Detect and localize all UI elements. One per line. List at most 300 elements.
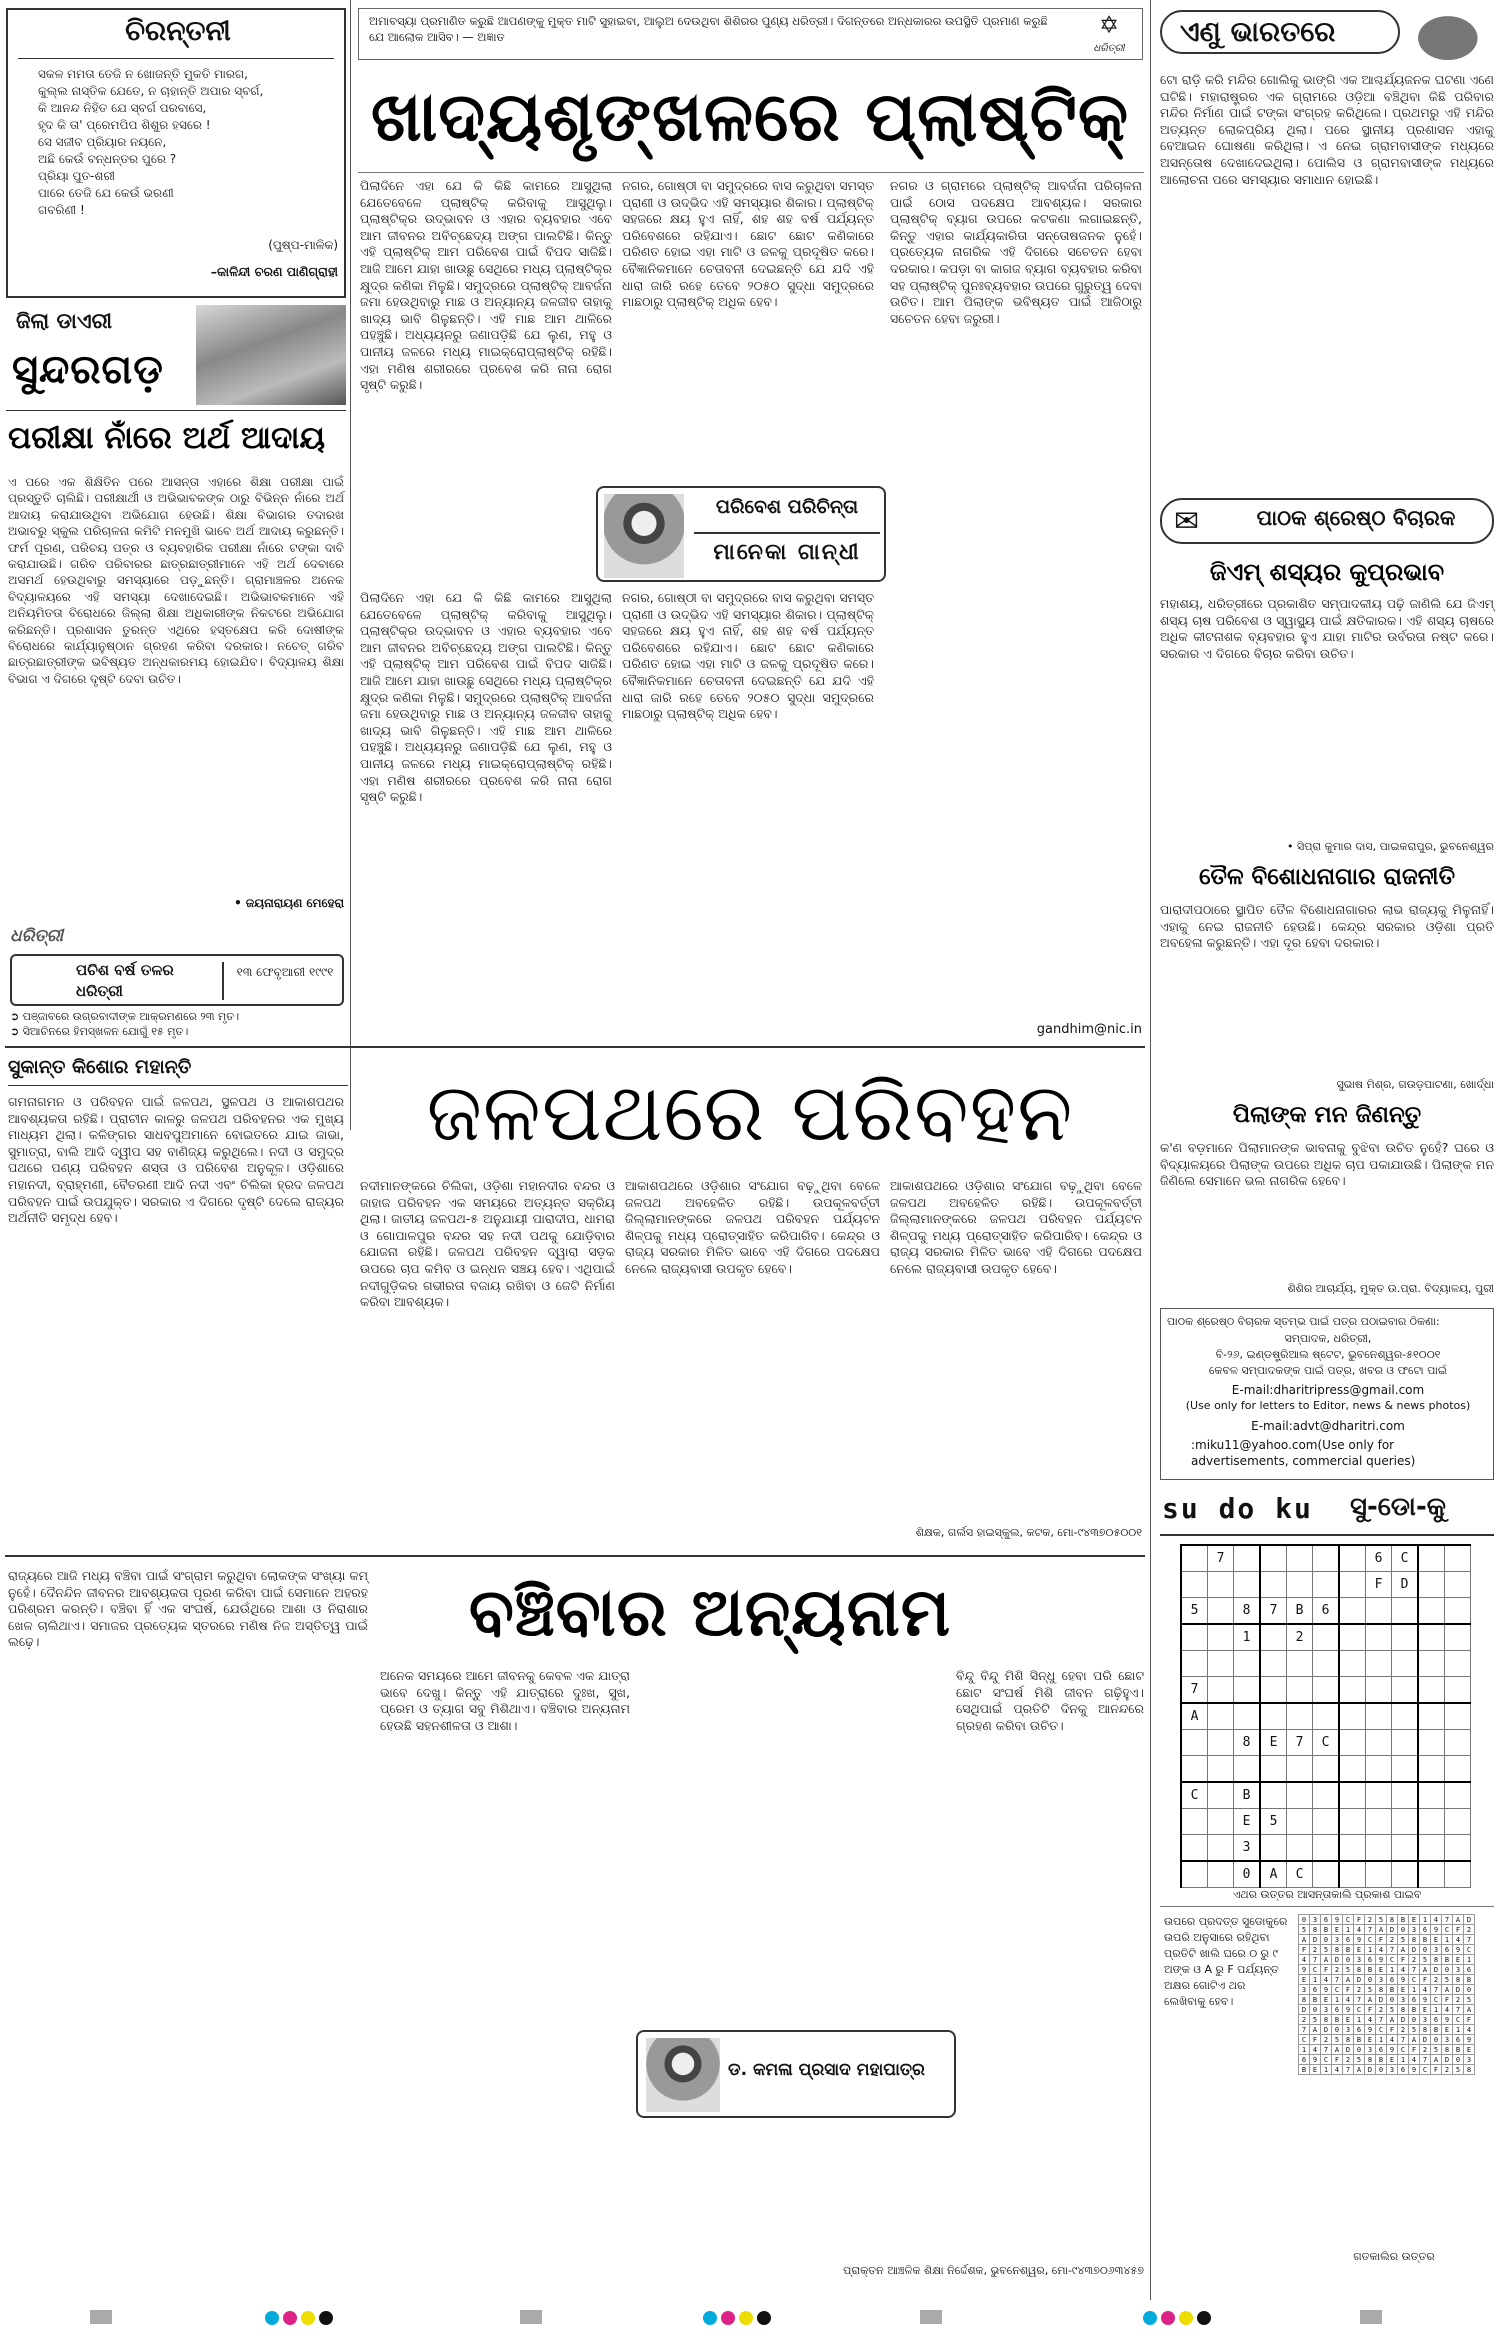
middle-byline-name: ସୁକାନ୍ତ କିଶୋର ମହାନ୍ତି <box>8 1056 348 1086</box>
sudoku-cell[interactable] <box>1287 1756 1313 1783</box>
sudoku-cell[interactable]: 7 <box>1260 1598 1287 1625</box>
answer-cell: 7 <box>1376 2015 1387 2025</box>
sudoku-cell[interactable] <box>1418 1703 1445 1730</box>
answer-cell: 6 <box>1332 2005 1343 2015</box>
sudoku-cell[interactable] <box>1260 1624 1287 1651</box>
sudoku-cell[interactable] <box>1181 1624 1208 1651</box>
sudoku-cell[interactable]: F <box>1366 1572 1392 1598</box>
sudoku-cell[interactable] <box>1339 1730 1366 1756</box>
answer-cell: B <box>1387 1985 1398 1995</box>
sudoku-cell[interactable]: 6 <box>1313 1598 1340 1625</box>
sudoku-cell[interactable] <box>1234 1651 1261 1677</box>
sudoku-cell[interactable] <box>1445 1624 1471 1651</box>
answer-cell: 5 <box>1354 2055 1365 2065</box>
answer-cell: 5 <box>1464 1995 1475 2005</box>
sudoku-title-latin: su do ku <box>1162 1492 1313 1525</box>
sudoku-cell[interactable] <box>1366 1809 1392 1835</box>
answer-cell: 3 <box>1321 2005 1332 2015</box>
answer-cell: D <box>1431 1965 1442 1975</box>
sudoku-cell[interactable] <box>1418 1782 1445 1809</box>
answer-cell: 1 <box>1442 1935 1453 1945</box>
sudoku-cell[interactable] <box>1260 1703 1287 1730</box>
answer-cell: C <box>1442 1925 1453 1935</box>
answer-cell: 1 <box>1387 1965 1398 1975</box>
sudoku-cell[interactable] <box>1313 1624 1340 1651</box>
answer-cell: C <box>1409 1975 1420 1985</box>
sudoku-cell[interactable] <box>1287 1782 1313 1809</box>
reader-title-box <box>1160 498 1494 544</box>
sudoku-cell[interactable]: E <box>1234 1809 1261 1835</box>
answer-cell: D <box>1409 1945 1420 1955</box>
sudoku-cell[interactable] <box>1392 1835 1419 1862</box>
sudoku-cell[interactable]: A <box>1260 1861 1287 1888</box>
answer-cell: 3 <box>1299 1985 1310 1995</box>
yellow-dot <box>739 2311 753 2325</box>
sudoku-cell[interactable] <box>1418 1598 1445 1625</box>
answer-cell: 4 <box>1321 1975 1332 1985</box>
sudoku-cell[interactable] <box>1287 1677 1313 1704</box>
sudoku-cell[interactable] <box>1234 1545 1261 1572</box>
sudoku-cell[interactable]: 5 <box>1260 1809 1287 1835</box>
sudoku-cell[interactable] <box>1208 1677 1234 1704</box>
letter-body: କ'ଣ ବଡ଼ମାନେ ପିଲାମାନଙ୍କ ଭାବନାକୁ ବୁଝିବା ଉଚିତ ନୁହେଁ? ଘରେ ଓ ବିଦ୍ୟାଳୟରେ ପିଲାଙ୍କ ଉପରେ ଅଧିକ ଚାପ ପକାଯାଉଛି। ପିଲାଙ୍କ ମନ ଜିଣିଲେ ସେମାନେ ଭଲ ନାଗରିକ ହେବେ। <box>1160 1140 1498 1189</box>
registration-bar <box>520 2310 542 2324</box>
answer-cell: 0 <box>1354 2045 1365 2055</box>
letter-sign: ସୁଭାଷ ମିଶ୍ର, ଗଉଡ଼ପାଟଣା, ଖୋର୍ଦ୍ଧା <box>1336 1078 1494 1091</box>
sudoku-cell[interactable] <box>1287 1809 1313 1835</box>
answer-cell: F <box>1365 2005 1376 2015</box>
answer-cell: D <box>1321 2025 1332 2035</box>
dharitri-past-title: ପଚିଶ ବର୍ଷ ତଳର ଧରିତ୍ରୀ <box>76 961 174 1000</box>
main-story-col2: ନଗର, ଗୋଷ୍ଠୀ ବା ସମୁଦ୍ରରେ ବାସ କରୁଥିବା ସମସ୍ତ ପ୍ରାଣୀ ଓ ଉଦ୍ଭିଦ ଏହି ସମସ୍ୟାର ଶିକାର। ପ୍ଲାଷ୍ଟିକ୍ ସହଜରେ କ୍ଷୟ ହୁଏ ନାହିଁ, ଶହ ଶହ ବର୍ଷ ପର୍ଯ୍ୟନ୍ତ ପରିବେଶରେ ରହିଯାଏ। ଛୋଟ ଛୋଟ କଣିକାରେ ପରିଣତ ହୋଇ ଏହା ମାଟି ଓ ଜଳକୁ ପ୍ରଦୂଷିତ କରେ। ବୈଜ୍ଞାନିକମାନେ ଚେତାବନୀ ଦେଇଛନ୍ତି ଯେ ଯଦି ଏହି ଧାରା ଜାରି ରହେ ତେବେ ୨୦୫୦ ସୁଦ୍ଧା ସମୁଦ୍ରରେ ମାଛଠାରୁ ପ୍ଲାଷ୍ଟିକ୍ ଅଧିକ ହେବ। <box>622 178 878 310</box>
answer-cell: 5 <box>1343 1965 1354 1975</box>
answer-cell: 9 <box>1321 1985 1332 1995</box>
sudoku-cell[interactable] <box>1445 1782 1471 1809</box>
sudoku-cell[interactable]: A <box>1181 1703 1208 1730</box>
cyan-dot <box>1143 2311 1157 2325</box>
answer-cell: C <box>1420 2065 1431 2075</box>
sudoku-cell[interactable] <box>1445 1598 1471 1625</box>
sudoku-cell[interactable] <box>1181 1861 1208 1888</box>
sudoku-cell[interactable]: E <box>1260 1730 1287 1756</box>
sudoku-cell[interactable] <box>1181 1545 1208 1572</box>
answer-cell: 4 <box>1420 1985 1431 1995</box>
middle-story-title: ଜଳପଥରେ ପରିବହନ <box>426 1066 1074 1159</box>
answer-cell: 7 <box>1409 1965 1420 1975</box>
sudoku-cell[interactable] <box>1392 1703 1419 1730</box>
sudoku-cell[interactable]: 8 <box>1234 1730 1261 1756</box>
masthead-star-icon: ✡ <box>1098 11 1120 39</box>
sudoku-cell[interactable] <box>1418 1730 1445 1756</box>
sudoku-cell[interactable]: 5 <box>1181 1598 1208 1625</box>
answer-cell: 7 <box>1310 1955 1321 1965</box>
sudoku-cell[interactable] <box>1181 1572 1208 1598</box>
sudoku-cell[interactable]: 3 <box>1234 1835 1261 1862</box>
main-story-email[interactable]: gandhim@nic.in <box>1036 1022 1142 1037</box>
answer-cell: A <box>1365 1995 1376 2005</box>
sudoku-cell[interactable] <box>1260 1782 1287 1809</box>
sudoku-cell[interactable] <box>1392 1809 1419 1835</box>
answer-cell: C <box>1431 1995 1442 2005</box>
answer-cell: 2 <box>1420 2045 1431 2055</box>
sudoku-cell[interactable] <box>1208 1624 1234 1651</box>
answer-cell: F <box>1321 1965 1332 1975</box>
sudoku-cell[interactable]: 8 <box>1234 1598 1261 1625</box>
main-story-col1-cont: ପିଲାଦିନେ ଏହା ଯେ କି କିଛି କାମରେ ଆସୁଥିଲା ଯେତେବେଳେ ପ୍ଲାଷ୍ଟିକ୍ କରିବାକୁ ଆସୁଥିଲୁ। ପ୍ଲାଷ୍ଟିକ୍ର ଉଦ୍ଭାବନ ଓ ଏହାର ବ୍ୟବହାର ଏବେ ଆମ ଜୀବନର ଅବିଚ୍ଛେଦ୍ୟ ଅଙ୍ଗ ପାଲଟିଛି। କିନ୍ତୁ ଏହି ପ୍ଲାଷ୍ଟିକ୍ ଆମ ପରିବେଶ ପାଇଁ ବିପଦ ସାଜିଛି। ଆଜି ଆମେ ଯାହା ଖାଉଛୁ ସେଥିରେ ମଧ୍ୟ ପ୍ଲାଷ୍ଟିକ୍ର କ୍ଷୁଦ୍ର କଣିକା ମିଳୁଛି। ସମୁଦ୍ରରେ ପ୍ଲାଷ୍ଟିକ୍ ଆବର୍ଜନା ଜମା ହେଉଥିବାରୁ ମାଛ ଓ ଅନ୍ୟାନ୍ୟ ଜଳଜୀବ ତାହାକୁ ଖାଦ୍ୟ ଭାବି ଗିଳୁଛନ୍ତି। ଏହି ମାଛ ଆମ ଥାଳିରେ ପହଞ୍ଚୁଛି। ଅଧ୍ୟୟନରୁ ଜଣାପଡ଼ିଛି ଯେ ଲୁଣ, ମହୁ ଓ ପାନୀୟ ଜଳରେ ମଧ୍ୟ ମାଇକ୍ରୋପ୍ଲାଷ୍ଟିକ୍ ରହିଛି। ଏହା ମଣିଷ ଶରୀରରେ ପ୍ରବେଶ କରି ନାନା ରୋଗ ସୃଷ୍ଟି କରୁଛି। <box>360 590 616 805</box>
answer-cell: E <box>1365 2035 1376 2045</box>
answer-cell: 5 <box>1453 2065 1464 2075</box>
answer-cell: 3 <box>1376 1975 1387 1985</box>
sudoku-cell[interactable] <box>1445 1835 1471 1862</box>
sudoku-cell[interactable] <box>1208 1809 1234 1835</box>
answer-cell: F <box>1310 2035 1321 2045</box>
answer-cell: 9 <box>1409 2065 1420 2075</box>
black-dot <box>319 2311 333 2325</box>
answer-cell: 8 <box>1398 2005 1409 2015</box>
answer-cell: D <box>1464 1915 1475 1925</box>
sudoku-cell[interactable] <box>1260 1756 1287 1783</box>
answer-cell: 4 <box>1431 1915 1442 1925</box>
answer-cell: 5 <box>1332 2035 1343 2045</box>
answer-cell: E <box>1354 1945 1365 1955</box>
sudoku-cell[interactable] <box>1339 1809 1366 1835</box>
sudoku-cell[interactable] <box>1392 1861 1419 1888</box>
sudoku-cell[interactable] <box>1366 1598 1392 1625</box>
dharitri-past-box <box>6 926 346 1042</box>
masthead-logo: ଧରିତ୍ରୀ <box>1093 43 1125 54</box>
letter-sign: ଶିଶିର ଆଚାର୍ଯ୍ୟ, ମୁକ୍ତ ଉ.ପ୍ରା. ବିଦ୍ୟାଳୟ, ପୁରୀ <box>1287 1282 1494 1295</box>
sudoku-cell[interactable]: 7 <box>1208 1545 1234 1572</box>
sudoku-cell[interactable] <box>1181 1730 1208 1756</box>
sudoku-cell[interactable]: C <box>1392 1545 1419 1572</box>
answer-cell: 8 <box>1464 2065 1475 2075</box>
middle-story-col4: ଆକାଶପଥରେ ଓଡ଼ିଶାର ସଂଯୋଗ ବଢ଼ୁଥିବା ବେଳେ ଜଳପଥ ଅବହେଳିତ ରହିଛି। ଉପକୂଳବର୍ତ୍ତୀ ଜିଲ୍ଲାମାନଙ୍କରେ ଜଳପଥ ପରିବହନ ପର୍ଯ୍ୟଟନ ଶିଳ୍ପକୁ ମଧ୍ୟ ପ୍ରୋତ୍ସାହିତ କରିପାରିବ। କେନ୍ଦ୍ର ଓ ରାଜ୍ୟ ସରକାର ମିଳିତ ଭାବେ ଏହି ଦିଗରେ ପଦକ୍ଷେପ ନେଲେ ରାଜ୍ୟବାସୀ ଉପକୃତ ହେବେ। <box>890 1178 1146 1276</box>
answer-cell: A <box>1310 2025 1321 2035</box>
sudoku-cell[interactable] <box>1392 1651 1419 1677</box>
answer-cell: 9 <box>1299 1965 1310 1975</box>
sudoku-cell[interactable] <box>1418 1835 1445 1862</box>
answer-cell: 3 <box>1431 1945 1442 1955</box>
chirantani-source: (ପୁଷ୍ପ-ମାଳିକ) <box>268 238 338 252</box>
answer-cell: 7 <box>1299 2025 1310 2035</box>
sudoku-cell[interactable] <box>1366 1730 1392 1756</box>
answer-cell: F <box>1464 2015 1475 2025</box>
sudoku-cell[interactable]: 6 <box>1366 1545 1392 1572</box>
sudoku-cell[interactable] <box>1339 1572 1366 1598</box>
sudoku-cell[interactable] <box>1313 1756 1340 1783</box>
answer-cell: C <box>1365 1935 1376 1945</box>
sudoku-cell[interactable] <box>1445 1651 1471 1677</box>
answer-cell: 1 <box>1354 2015 1365 2025</box>
sudoku-cell[interactable] <box>1313 1835 1340 1862</box>
sudoku-cell[interactable]: C <box>1181 1782 1208 1809</box>
answer-cell: 9 <box>1365 2025 1376 2035</box>
answer-cell: 1 <box>1332 1995 1343 2005</box>
sudoku-cell[interactable] <box>1181 1835 1208 1862</box>
answer-cell: 8 <box>1387 1915 1398 1925</box>
sudoku-cell[interactable] <box>1181 1809 1208 1835</box>
sudoku-cell[interactable] <box>1445 1756 1471 1783</box>
sudoku-cell[interactable] <box>1366 1782 1392 1809</box>
answer-cell: F <box>1343 1985 1354 1995</box>
columnist-photo <box>604 494 684 578</box>
answer-cell: 6 <box>1310 1985 1321 1995</box>
answer-cell: 6 <box>1387 1975 1398 1985</box>
sudoku-cell[interactable] <box>1418 1809 1445 1835</box>
answer-cell: 7 <box>1365 1925 1376 1935</box>
answer-cell: 0 <box>1365 1975 1376 1985</box>
answer-cell: C <box>1299 2035 1310 2045</box>
sudoku-cell[interactable] <box>1392 1782 1419 1809</box>
sudoku-cell[interactable] <box>1339 1835 1366 1862</box>
answer-cell: 3 <box>1310 1915 1321 1925</box>
answer-cell: D <box>1398 2015 1409 2025</box>
sudoku-cell[interactable] <box>1392 1598 1419 1625</box>
sudoku-cell[interactable] <box>1208 1598 1234 1625</box>
answer-cell: A <box>1299 1935 1310 1945</box>
sudoku-cell[interactable] <box>1287 1651 1313 1677</box>
yellow-dot <box>1179 2311 1193 2325</box>
answer-cell: E <box>1409 1915 1420 1925</box>
answer-cell: 0 <box>1420 1945 1431 1955</box>
contact-email-commercial[interactable]: :miku11@yahoo.com(Use only for advertisements, commercial queries) <box>1191 1438 1416 1468</box>
sudoku-cell[interactable] <box>1208 1861 1234 1888</box>
contact-email-advt[interactable]: E-mail:advt@dharitri.com <box>1251 1419 1405 1433</box>
sudoku-cell[interactable] <box>1418 1651 1445 1677</box>
sudoku-cell[interactable]: 7 <box>1181 1677 1208 1704</box>
sudoku-cell[interactable] <box>1313 1677 1340 1704</box>
sudoku-cell[interactable] <box>1445 1809 1471 1835</box>
sudoku-cell[interactable] <box>1260 1835 1287 1862</box>
sudoku-cell[interactable]: 1 <box>1234 1624 1261 1651</box>
sudoku-cell[interactable] <box>1366 1624 1392 1651</box>
answer-cell: 4 <box>1299 1955 1310 1965</box>
sudoku-cell[interactable] <box>1392 1730 1419 1756</box>
sudoku-cell[interactable] <box>1445 1677 1471 1704</box>
answer-cell: F <box>1409 2045 1420 2055</box>
answer-cell: 3 <box>1442 2035 1453 2045</box>
sudoku-cell[interactable] <box>1339 1677 1366 1704</box>
sudoku-cell[interactable] <box>1313 1651 1340 1677</box>
sudoku-cell[interactable] <box>1287 1545 1313 1572</box>
sudoku-cell[interactable] <box>1418 1545 1445 1572</box>
magenta-dot <box>1161 2311 1175 2325</box>
answer-cell: 1 <box>1464 1955 1475 1965</box>
sudoku-cell[interactable] <box>1287 1835 1313 1862</box>
answer-cell: 4 <box>1332 2065 1343 2075</box>
sudoku-cell[interactable] <box>1260 1677 1287 1704</box>
middle-story-col1: ଗମନାଗମନ ଓ ପରିବହନ ପାଇଁ ଜଳପଥ, ସ୍ଥଳପଥ ଓ ଆକାଶପଥର ଆବଶ୍ୟକତା ରହିଛି। ପ୍ରାଚୀନ କାଳରୁ ଜଳପଥ ପରିବହନର ଏକ ମୁଖ୍ୟ ମାଧ୍ୟମ ଥିଲା। କଳିଙ୍ଗର ସାଧବପୁଅମାନେ ବୋଇତରେ ଯାଇ ଜାଭା, ସୁମାତ୍ରା, ବାଲି ଆଦି ଦ୍ୱୀପ ସହ ବାଣିଜ୍ୟ କରୁଥିଲେ। ନଦୀ ଓ ସମୁଦ୍ର ପଥରେ ପଣ୍ୟ ପରିବହନ ଶସ୍ତା ଓ ପରିବେଶ ଅନୁକୂଳ। ଓଡ଼ିଶାରେ ମହାନଦୀ, ବ୍ରାହ୍ମଣୀ, ବୈତରଣୀ ଆଦି ନଦୀ ଏବଂ ଚିଲିକା ହ୍ରଦ ଜଳପଥ ପରିବହନ ପାଇଁ ଉପଯୁକ୍ତ। ସରକାର ଏ ଦିଗରେ ଦୃଷ୍ଟି ଦେଲେ ରାଜ୍ୟର ଅର୍ଥନୀତି ସମୃଦ୍ଧ ହେବ। <box>8 1094 348 1226</box>
answer-cell: E <box>1376 1965 1387 1975</box>
answer-cell: E <box>1431 1935 1442 1945</box>
answer-cell: C <box>1398 2045 1409 2055</box>
sudoku-cell[interactable] <box>1366 1835 1392 1862</box>
sudoku-cell[interactable] <box>1366 1703 1392 1730</box>
sudoku-cell[interactable] <box>1339 1756 1366 1783</box>
answer-cell: E <box>1299 1975 1310 1985</box>
sudoku-cell[interactable] <box>1234 1677 1261 1704</box>
answer-cell: 0 <box>1409 2015 1420 2025</box>
answer-cell: A <box>1354 2065 1365 2075</box>
answer-cell: F <box>1387 2025 1398 2035</box>
sudoku-cell[interactable] <box>1234 1703 1261 1730</box>
sudoku-cell[interactable] <box>1366 1651 1392 1677</box>
sudoku-cell[interactable] <box>1392 1677 1419 1704</box>
answer-cell: 4 <box>1453 1935 1464 1945</box>
answer-cell: E <box>1453 1955 1464 1965</box>
sudoku-cell[interactable] <box>1366 1677 1392 1704</box>
sudoku-note: ଏଥର ଉତ୍ତର ଆସନ୍ତାକାଲି ପ୍ରକାଶ ପାଇବ <box>1232 1888 1422 1901</box>
answer-cell: 8 <box>1453 1975 1464 1985</box>
sudoku-cell[interactable] <box>1234 1756 1261 1783</box>
sudoku-title-odia: ସୁ-ଡୋ-କୁ <box>1350 1492 1446 1522</box>
sudoku-cell[interactable]: D <box>1392 1572 1419 1598</box>
sudoku-grid[interactable] <box>1180 1544 1471 1888</box>
answer-cell: 7 <box>1420 2055 1431 2065</box>
sudoku-cell[interactable] <box>1418 1861 1445 1888</box>
sudoku-cell[interactable] <box>1313 1703 1340 1730</box>
sudoku-cell[interactable] <box>1418 1572 1445 1598</box>
sudoku-cell[interactable]: C <box>1313 1730 1340 1756</box>
answer-cell: 1 <box>1431 2005 1442 2015</box>
answer-cell: C <box>1332 1985 1343 1995</box>
sudoku-cell[interactable] <box>1339 1703 1366 1730</box>
sudoku-cell[interactable]: 7 <box>1287 1730 1313 1756</box>
answer-cell: 1 <box>1343 1925 1354 1935</box>
sudoku-cell[interactable] <box>1313 1809 1340 1835</box>
answer-cell: 0 <box>1464 1985 1475 1995</box>
sudoku-cell[interactable] <box>1339 1598 1366 1625</box>
answer-cell: 7 <box>1442 1915 1453 1925</box>
sudoku-cell[interactable] <box>1208 1782 1234 1809</box>
sudoku-cell[interactable] <box>1313 1861 1340 1888</box>
sudoku-cell[interactable] <box>1445 1703 1471 1730</box>
answer-cell: E <box>1332 1925 1343 1935</box>
sudoku-cell[interactable] <box>1339 1545 1366 1572</box>
sudoku-cell[interactable] <box>1339 1651 1366 1677</box>
answer-cell: 2 <box>1387 1935 1398 1945</box>
sudoku-cell[interactable] <box>1445 1572 1471 1598</box>
sudoku-cell[interactable] <box>1366 1756 1392 1783</box>
sudoku-cell[interactable] <box>1260 1545 1287 1572</box>
answer-cell: 0 <box>1442 1965 1453 1975</box>
answer-cell: 3 <box>1387 2065 1398 2075</box>
sudoku-cell[interactable] <box>1392 1756 1419 1783</box>
bottom-author-box <box>636 2030 956 2118</box>
answer-cell: 0 <box>1321 1935 1332 1945</box>
answer-cell: 1 <box>1299 2045 1310 2055</box>
sudoku-cell[interactable]: 2 <box>1287 1624 1313 1651</box>
sudoku-cell[interactable] <box>1445 1861 1471 1888</box>
sudoku-cell[interactable] <box>1208 1651 1234 1677</box>
sudoku-cell[interactable] <box>1287 1572 1313 1598</box>
answer-cell: 2 <box>1332 1965 1343 1975</box>
zilla-diary-header <box>6 305 346 405</box>
sudoku-cell[interactable] <box>1208 1572 1234 1598</box>
answer-cell: 4 <box>1442 2005 1453 2015</box>
registration-bar <box>1360 2310 1382 2324</box>
sudoku-cell[interactable] <box>1392 1624 1419 1651</box>
answer-cell: D <box>1376 1995 1387 2005</box>
answer-cell: B <box>1343 1945 1354 1955</box>
dharitri-past-item: ➲ ପଞ୍ଜାବରେ ଉଗ୍ରବାଦୀଙ୍କ ଆକ୍ରମଣରେ ୨୩ ମୃତ। <box>10 1010 240 1023</box>
answer-cell: E <box>1420 2005 1431 2015</box>
answer-cell: 5 <box>1442 1975 1453 1985</box>
answer-cell: E <box>1442 2025 1453 2035</box>
answer-cell: 8 <box>1310 1925 1321 1935</box>
answer-cell: D <box>1332 1955 1343 1965</box>
sudoku-cell[interactable] <box>1208 1835 1234 1862</box>
sudoku-cell[interactable] <box>1181 1651 1208 1677</box>
answer-cell: 2 <box>1299 2015 1310 2025</box>
sudoku-cell[interactable] <box>1234 1572 1261 1598</box>
answer-cell: A <box>1398 1945 1409 1955</box>
answer-cell: 3 <box>1453 1965 1464 1975</box>
sudoku-cell[interactable] <box>1208 1730 1234 1756</box>
answer-cell: E <box>1387 2055 1398 2065</box>
contact-email-editor[interactable]: E-mail:dharitripress@gmail.com <box>1231 1383 1425 1397</box>
sudoku-cell[interactable]: B <box>1234 1782 1261 1809</box>
bottom-story-title: ବଞ୍ଚିବାର ଅନ୍ୟନାମ <box>468 1574 952 1651</box>
sudoku-cell[interactable]: 0 <box>1234 1861 1261 1888</box>
answer-cell: 8 <box>1321 2015 1332 2025</box>
answer-cell: 4 <box>1343 1995 1354 2005</box>
sudoku-cell[interactable] <box>1339 1782 1366 1809</box>
sudoku-cell[interactable] <box>1313 1572 1340 1598</box>
answer-cell: 4 <box>1376 1945 1387 1955</box>
black-dot <box>1197 2311 1211 2325</box>
sudoku-cell[interactable] <box>1313 1782 1340 1809</box>
sudoku-cell[interactable] <box>1339 1861 1366 1888</box>
sudoku-cell[interactable]: C <box>1287 1861 1313 1888</box>
sudoku-cell[interactable] <box>1287 1703 1313 1730</box>
answer-cell: 9 <box>1453 1945 1464 1955</box>
answer-cell: 8 <box>1420 2025 1431 2035</box>
answer-cell: C <box>1387 1955 1398 1965</box>
sudoku-cell[interactable] <box>1366 1861 1392 1888</box>
sudoku-instructions: ଉପରେ ପ୍ରଦତ୍ତ ସୁଡୋକୁରେ ଉପରି ଅନୁସାରେ ରହିଥିବା ପ୍ରତିଟି ଖାଲି ଘରେ ୦ ରୁ ୯ ଅଙ୍କ ଓ A ରୁ F ପର୍ଯ୍ୟନ୍ତ ଅକ୍ଷର ଗୋଟିଏ ଥର ଲେଖିବାକୁ ହେବ। <box>1164 1915 1288 2008</box>
sudoku-cell[interactable] <box>1418 1624 1445 1651</box>
sudoku-cell[interactable] <box>1418 1756 1445 1783</box>
sudoku-cell[interactable] <box>1313 1545 1340 1572</box>
sudoku-cell[interactable] <box>1445 1545 1471 1572</box>
registration-bar <box>920 2310 942 2324</box>
sudoku-cell[interactable] <box>1208 1756 1234 1783</box>
masthead-quote-box <box>358 8 1143 60</box>
contact-intro: ପାଠକ ଶ୍ରେଷ୍ଠ ବିଚାରକ ସ୍ତମ୍ଭ ପାଇଁ ପତ୍ର ପଠାଇବାର ଠିକଣା: <box>1167 1315 1440 1328</box>
middle-story-address: ଶିକ୍ଷକ, ଗର୍ଲସ ହାଇସ୍କୁଲ, କଟକ, ମୋ-୯୪୩୭୦୫୦୦୧ <box>915 1526 1142 1539</box>
sudoku-cell[interactable]: B <box>1287 1598 1313 1625</box>
answer-cell: F <box>1431 2065 1442 2075</box>
dharitri-past-item: ➲ ସିଆଚିନରେ ହିମସ୍ଖଳନ ଯୋଗୁଁ ୧୫ ମୃତ। <box>10 1025 189 1038</box>
answer-cell: D <box>1354 1975 1365 1985</box>
sudoku-cell[interactable] <box>1339 1624 1366 1651</box>
answer-cell: 3 <box>1420 2015 1431 2025</box>
sudoku-cell[interactable] <box>1260 1572 1287 1598</box>
answer-cell: 8 <box>1376 1985 1387 1995</box>
answer-cell: 5 <box>1398 1935 1409 1945</box>
sudoku-cell[interactable] <box>1181 1756 1208 1783</box>
sudoku-cell[interactable] <box>1208 1703 1234 1730</box>
column-author: ମାନେକା ଗାନ୍ଧୀ <box>713 540 861 565</box>
right-header: ଏଣୁ ଭାରତରେ <box>1160 10 1400 54</box>
sudoku-cell[interactable] <box>1418 1677 1445 1704</box>
zilla-waterfall-photo <box>196 305 346 405</box>
sudoku-cell[interactable] <box>1445 1730 1471 1756</box>
answer-cell: 5 <box>1420 1955 1431 1965</box>
answer-cell: 1 <box>1409 1985 1420 1995</box>
sudoku-cell[interactable] <box>1260 1651 1287 1677</box>
